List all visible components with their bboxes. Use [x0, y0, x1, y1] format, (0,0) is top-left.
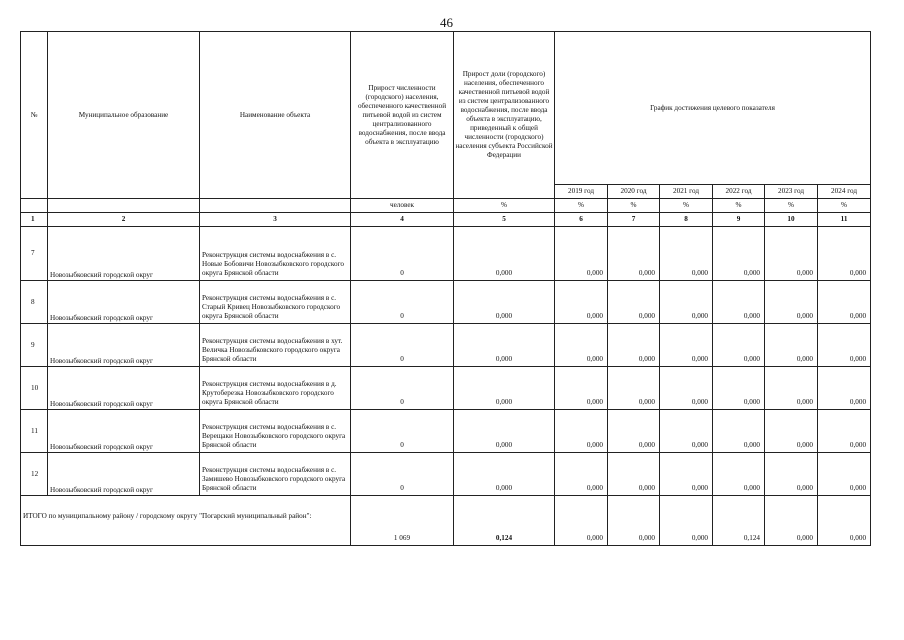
unit-pct: %: [818, 199, 871, 213]
total-row: [21, 496, 871, 546]
municipality-cell: Новозыбковский городской округ: [48, 227, 200, 281]
header-no: №: [21, 32, 48, 199]
year-value-cell: 0,000: [555, 324, 608, 367]
empty-cell: [200, 199, 351, 213]
year-value-cell: 0,000: [555, 453, 608, 496]
municipality-cell: Новозыбковский городской округ: [48, 281, 200, 324]
share-growth-cell: 0,000: [454, 367, 555, 410]
unit-pct: %: [660, 199, 713, 213]
column-number: 6: [555, 213, 608, 227]
municipality-cell: Новозыбковский городской округ: [48, 453, 200, 496]
header-population-growth: Прирост численности (городского) населения, обеспеченного качественной питьевой водой из систем централизованного водоснабжения, после ввода объекта в эксплуатацию: [351, 32, 454, 199]
column-number: 8: [660, 213, 713, 227]
year-value-cell: 0,000: [765, 410, 818, 453]
table-row: [21, 453, 871, 496]
year-value-cell: 0,000: [608, 453, 660, 496]
header-row: [21, 32, 871, 185]
share-growth-cell: 0,000: [454, 453, 555, 496]
column-number: 3: [200, 213, 351, 227]
unit-pct: %: [454, 199, 555, 213]
year-value-cell: 0,000: [713, 367, 765, 410]
population-growth-cell: 0: [351, 324, 454, 367]
population-growth-cell: 0: [351, 410, 454, 453]
share-growth-cell: 0,000: [454, 227, 555, 281]
municipality-cell: Новозыбковский городской округ: [48, 324, 200, 367]
year-value-cell: 0,000: [765, 324, 818, 367]
object-name-cell: Реконструкция системы водоснабжения в с. Новые Бобовичи Новозыбковского городского округа Брянской области: [200, 227, 351, 281]
total-year-value: 0,000: [818, 496, 871, 546]
row-number: 10: [21, 367, 48, 410]
year-value-cell: 0,000: [713, 281, 765, 324]
year-value-cell: 0,000: [765, 453, 818, 496]
population-growth-cell: 0: [351, 281, 454, 324]
year-value-cell: 0,000: [555, 367, 608, 410]
header-year: 2021 год: [660, 185, 713, 199]
object-name-cell: Реконструкция системы водоснабжения в с. Верещаки Новозыбковского городского округа Брянской области: [200, 410, 351, 453]
row-number: 7: [21, 227, 48, 281]
year-value-cell: 0,000: [608, 410, 660, 453]
column-number: 9: [713, 213, 765, 227]
year-value-cell: 0,000: [608, 227, 660, 281]
row-number: 8: [21, 281, 48, 324]
column-number: 11: [818, 213, 871, 227]
year-value-cell: 0,000: [713, 227, 765, 281]
share-growth-cell: 0,000: [454, 410, 555, 453]
year-value-cell: 0,000: [818, 410, 871, 453]
population-growth-cell: 0: [351, 367, 454, 410]
year-value-cell: 0,000: [765, 281, 818, 324]
row-number: 12: [21, 453, 48, 496]
header-year: 2019 год: [555, 185, 608, 199]
table-row: [21, 227, 871, 281]
year-value-cell: 0,000: [713, 453, 765, 496]
column-number: 2: [48, 213, 200, 227]
header-municipality: Муниципальное образование: [48, 32, 200, 199]
units-row: [21, 199, 871, 213]
total-population-growth: 1 069: [351, 496, 454, 546]
table-row: [21, 410, 871, 453]
header-schedule: График достижения целевого показателя: [555, 32, 871, 185]
year-value-cell: 0,000: [660, 281, 713, 324]
object-name-cell: Реконструкция системы водоснабжения в д. Крутоберезка Новозыбковского городского округа Брянской области: [200, 367, 351, 410]
year-value-cell: 0,000: [660, 227, 713, 281]
total-year-value: 0,000: [660, 496, 713, 546]
total-year-value: 0,000: [555, 496, 608, 546]
header-year: 2024 год: [818, 185, 871, 199]
year-value-cell: 0,000: [555, 410, 608, 453]
population-growth-cell: 0: [351, 453, 454, 496]
table-row: [21, 281, 871, 324]
table-row: [21, 367, 871, 410]
unit-pct: %: [555, 199, 608, 213]
year-value-cell: 0,000: [818, 324, 871, 367]
column-numbers-row: [21, 213, 871, 227]
row-number: 11: [21, 410, 48, 453]
row-number: 9: [21, 324, 48, 367]
year-value-cell: 0,000: [660, 410, 713, 453]
column-number: 4: [351, 213, 454, 227]
column-number: 1: [21, 213, 48, 227]
population-growth-cell: 0: [351, 227, 454, 281]
year-value-cell: 0,000: [713, 410, 765, 453]
year-value-cell: 0,000: [818, 281, 871, 324]
target-indicator-table: [20, 31, 871, 546]
share-growth-cell: 0,000: [454, 281, 555, 324]
municipality-cell: Новозыбковский городской округ: [48, 367, 200, 410]
year-value-cell: 0,000: [608, 281, 660, 324]
total-share-growth: 0,124: [454, 496, 555, 546]
empty-cell: [48, 199, 200, 213]
total-year-value: 0,000: [608, 496, 660, 546]
header-year: 2023 год: [765, 185, 818, 199]
unit-pct: %: [608, 199, 660, 213]
year-value-cell: 0,000: [713, 324, 765, 367]
header-year: 2020 год: [608, 185, 660, 199]
object-name-cell: Реконструкция системы водоснабжения в с. Старый Кривец Новозыбковского городского округа Брянской области: [200, 281, 351, 324]
object-name-cell: Реконструкция системы водоснабжения в с. Замишево Новозыбковского городского округа Брянской области: [200, 453, 351, 496]
unit-pct: %: [765, 199, 818, 213]
share-growth-cell: 0,000: [454, 324, 555, 367]
empty-cell: [21, 199, 48, 213]
page-number: 46: [440, 15, 453, 30]
year-value-cell: 0,000: [555, 281, 608, 324]
year-value-cell: 0,000: [818, 227, 871, 281]
column-number: 7: [608, 213, 660, 227]
year-value-cell: 0,000: [660, 453, 713, 496]
column-number: 5: [454, 213, 555, 227]
year-value-cell: 0,000: [818, 367, 871, 410]
total-label: ИТОГО по муниципальному району / городскому округу "Погарский муниципальный район":: [21, 496, 351, 546]
year-value-cell: 0,000: [608, 324, 660, 367]
column-number: 10: [765, 213, 818, 227]
year-value-cell: 0,000: [608, 367, 660, 410]
year-value-cell: 0,000: [555, 227, 608, 281]
year-value-cell: 0,000: [765, 227, 818, 281]
year-value-cell: 0,000: [818, 453, 871, 496]
municipality-cell: Новозыбковский городской округ: [48, 410, 200, 453]
header-year: 2022 год: [713, 185, 765, 199]
year-value-cell: 0,000: [765, 367, 818, 410]
object-name-cell: Реконструкция системы водоснабжения в хут. Величка Новозыбковского городского округа Брянской области: [200, 324, 351, 367]
table-row: [21, 324, 871, 367]
header-object-name: Наименование объекта: [200, 32, 351, 199]
total-year-value: 0,000: [765, 496, 818, 546]
header-share-growth: Прирост доли (городского) населения, обеспеченного качественной питьевой водой из систем централизованного водоснабжения, после ввода объекта в эксплуатацию, приведенный к общей численности (городского) населения субъекта Российской Федерации: [454, 32, 555, 199]
year-value-cell: 0,000: [660, 367, 713, 410]
year-value-cell: 0,000: [660, 324, 713, 367]
unit-pct: %: [713, 199, 765, 213]
unit-people: человек: [351, 199, 454, 213]
total-year-value: 0,124: [713, 496, 765, 546]
